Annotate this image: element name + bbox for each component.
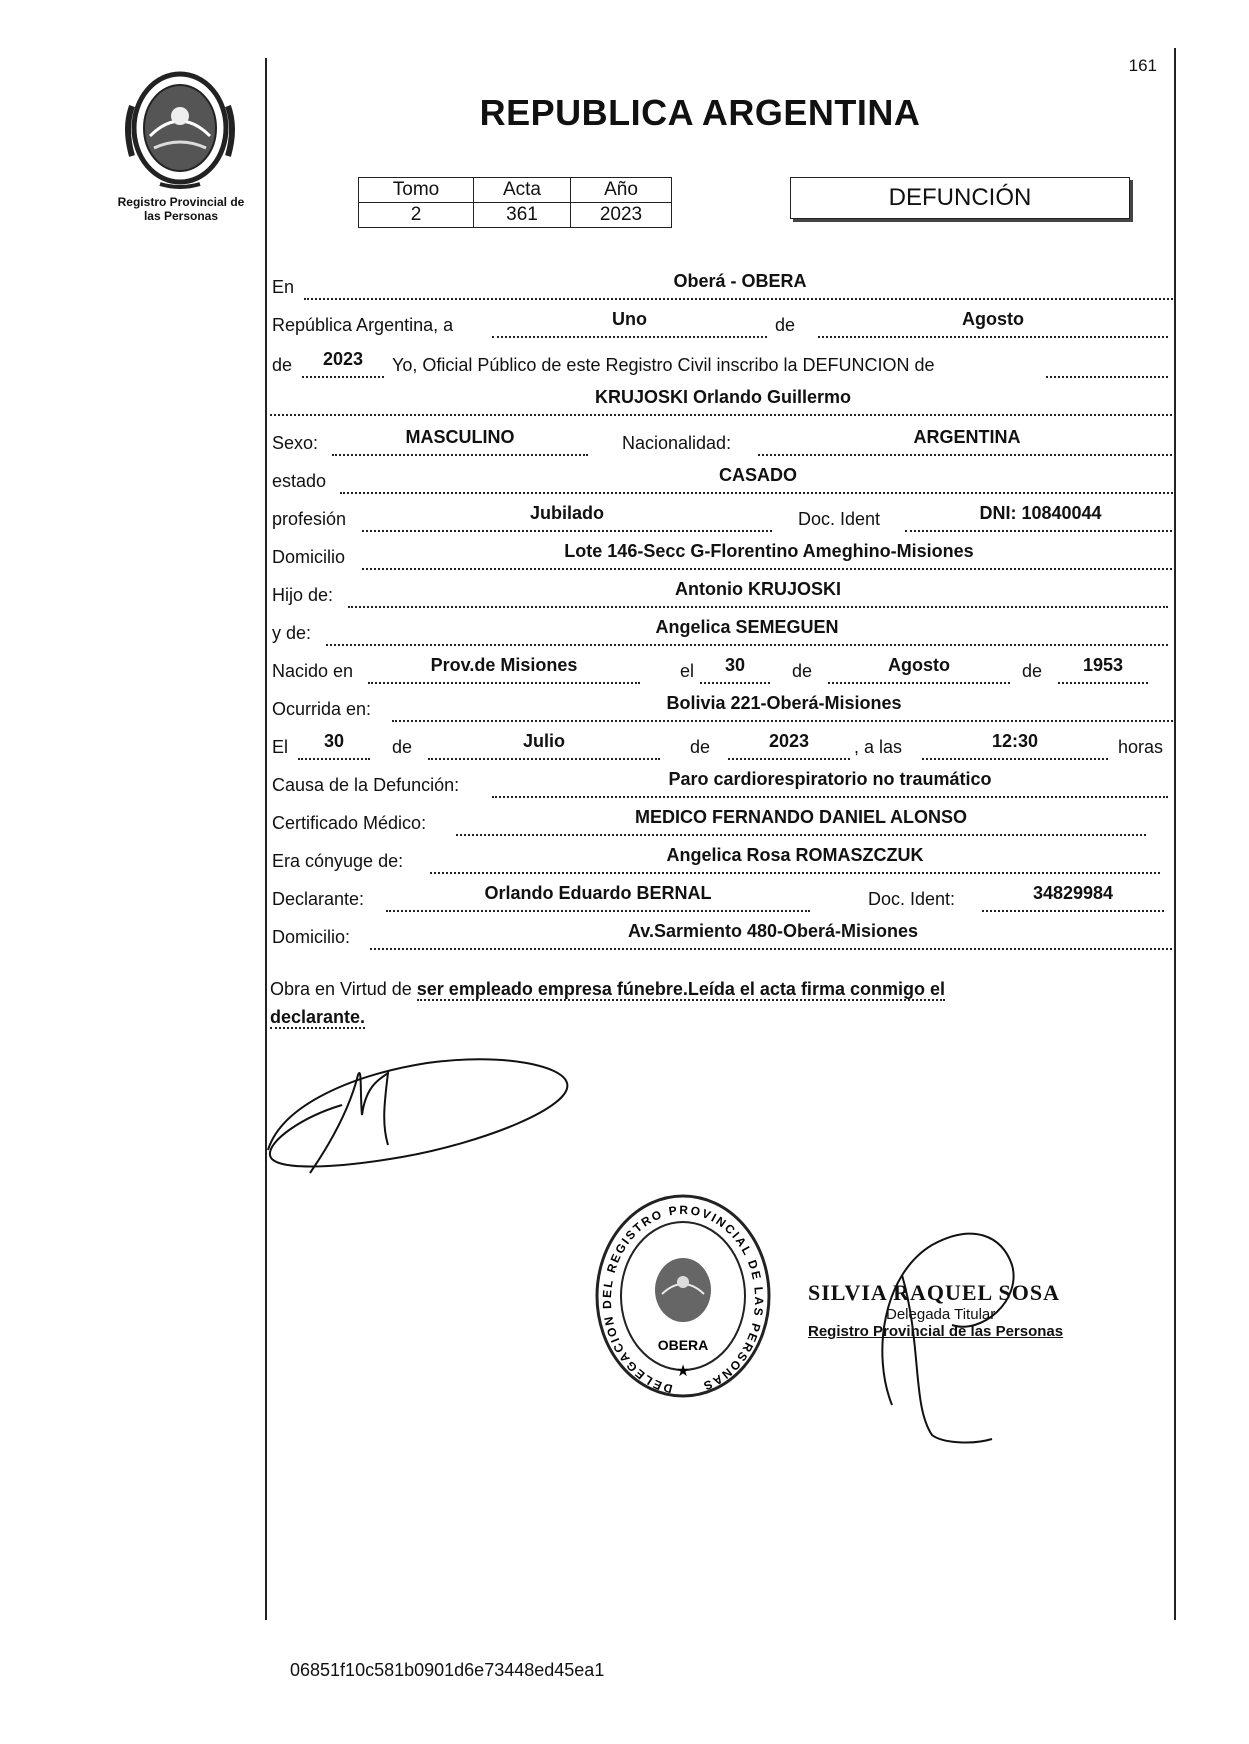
label-declarante: Declarante:	[272, 889, 365, 909]
col-tomo-header: Tomo	[359, 178, 474, 203]
label-causa: Causa de la Defunción:	[272, 775, 460, 795]
row-nombre	[270, 388, 1176, 418]
value-nombre: KRUJOSKI Orlando Guillermo	[594, 387, 852, 407]
value-anio-inscripcion: 2023	[322, 349, 364, 369]
row-causa	[270, 770, 1176, 800]
field-domicilio	[362, 542, 1176, 570]
field-profesion	[362, 504, 772, 532]
field-sexo	[332, 428, 588, 456]
label-de-def-1: de	[392, 737, 413, 757]
value-padre: Antonio KRUJOSKI	[675, 579, 841, 599]
label-de-1: de	[775, 315, 796, 335]
row-certificado	[270, 808, 1176, 838]
value-def-hora: 12:30	[991, 731, 1039, 751]
field-doc	[905, 504, 1176, 532]
row-sexo	[270, 428, 1176, 458]
value-nac-dia: 30	[724, 655, 746, 675]
value-conyuge: Angelica Rosa ROMASZCZUK	[666, 845, 924, 865]
label-sexo: Sexo:	[272, 433, 319, 453]
registry-table-value-row	[359, 203, 672, 228]
field-nacido-en	[368, 656, 640, 684]
value-def-dia: 30	[323, 731, 345, 751]
official-office: Registro Provincial de las Personas	[808, 1323, 1064, 1340]
value-lugar: Oberá - OBERA	[673, 271, 807, 291]
row-profesion	[270, 504, 1176, 534]
official-registry-seal-icon	[592, 1190, 774, 1402]
registry-table	[358, 177, 672, 228]
official-signature-icon	[862, 1205, 1062, 1445]
field-conyuge	[430, 846, 1160, 874]
value-def-anio: 2023	[768, 731, 810, 751]
label-conyuge: Era cónyuge de:	[272, 851, 404, 871]
row-lugar	[270, 272, 1176, 302]
label-de-nac-2: de	[1022, 661, 1043, 681]
value-certificado: MEDICO FERNANDO DANIEL ALONSO	[634, 807, 967, 827]
label-de-nac-1: de	[792, 661, 813, 681]
field-blank-1	[1046, 350, 1168, 378]
label-el-def: El	[272, 737, 289, 757]
value-domicilio: Lote 146-Secc G-Florentino Ameghino-Misiones	[564, 541, 974, 561]
label-y-de: y de:	[272, 623, 312, 643]
official-role: Delegada Titular	[886, 1306, 996, 1323]
field-anio-inscripcion	[302, 350, 384, 378]
registry-name-line1: Registro Provincial de	[117, 195, 245, 209]
field-certificado	[456, 808, 1146, 836]
row-domicilio-declarante	[270, 922, 1176, 952]
value-def-mes: Julio	[522, 731, 565, 751]
label-estado: estado	[272, 471, 327, 491]
value-ocurrida-en: Bolivia 221-Oberá-Misiones	[666, 693, 902, 713]
label-de-2: de	[272, 355, 293, 375]
row-anio-inscripcion	[270, 350, 1176, 380]
value-doc: DNI: 10840044	[979, 503, 1102, 523]
label-yo-text: Yo, Oficial Público de este Registro Civil inscribo la DEFUNCION de	[392, 355, 935, 375]
field-nac-anio	[1058, 656, 1148, 684]
field-madre	[326, 618, 1168, 646]
value-obra-text-1: ser empleado empresa fúnebre.Leída el acta firma conmigo el	[416, 979, 945, 999]
document-hash: 06851f10c581b0901d6e73448ed45ea1	[290, 1660, 605, 1680]
field-nombre	[270, 388, 1176, 416]
field-causa	[492, 770, 1168, 798]
obra-en-virtud-paragraph	[270, 975, 1176, 1031]
label-doc-ident-declarante: Doc. Ident:	[868, 889, 956, 909]
label-profesion: profesión	[272, 509, 347, 529]
row-fecha-inscripcion	[270, 310, 1176, 340]
field-mes-inscripcion	[818, 310, 1168, 338]
official-name: SILVIA RAQUEL SOSA	[808, 1280, 1060, 1305]
field-def-dia	[298, 732, 370, 760]
value-declarante-doc: 34829984	[1032, 883, 1114, 903]
label-obra-en-virtud: Obra en Virtud de	[270, 979, 412, 999]
value-obra-text-2: declarante.	[270, 1007, 366, 1027]
row-ocurrida-en	[270, 694, 1176, 724]
field-dia-inscripcion	[492, 310, 767, 338]
label-horas: horas	[1118, 737, 1164, 757]
row-declarante	[270, 884, 1176, 914]
row-fecha-defuncion	[270, 732, 1176, 762]
label-republica: República Argentina, a	[272, 315, 454, 335]
field-def-hora	[922, 732, 1108, 760]
svg-text:★: ★	[675, 1361, 691, 1380]
label-hijo-de: Hijo de:	[272, 585, 334, 605]
declarant-signature-icon	[262, 1045, 582, 1185]
row-nacido-en	[270, 656, 1176, 686]
document-type-box: DEFUNCIÓN	[790, 177, 1130, 219]
field-estado	[340, 466, 1176, 494]
label-el-nac: el	[680, 661, 695, 681]
value-profesion: Jubilado	[529, 503, 604, 523]
field-nac-mes	[828, 656, 1010, 684]
field-lugar	[304, 272, 1176, 300]
field-declarante	[386, 884, 810, 912]
value-causa: Paro cardiorespiratorio no traumático	[668, 769, 992, 789]
field-declarante-doc	[982, 884, 1164, 912]
label-nacido-en: Nacido en	[272, 661, 354, 681]
col-anio-header: Año	[571, 178, 672, 203]
value-domicilio-declarante: Av.Sarmiento 480-Oberá-Misiones	[627, 921, 919, 941]
value-sexo: MASCULINO	[405, 427, 515, 447]
value-nac-mes: Agosto	[888, 655, 950, 675]
registry-table-header-row	[359, 178, 672, 203]
label-domicilio: Domicilio	[272, 547, 346, 567]
row-domicilio	[270, 542, 1176, 572]
page-number: 161	[1128, 56, 1157, 75]
col-acta-header: Acta	[474, 178, 571, 203]
registry-name	[86, 195, 276, 223]
provincial-seal-icon	[120, 66, 240, 190]
seal-city-text: OBERA	[657, 1337, 709, 1353]
value-estado: CASADO	[718, 465, 797, 485]
label-certificado: Certificado Médico:	[272, 813, 427, 833]
value-declarante: Orlando Eduardo BERNAL	[484, 883, 712, 903]
row-estado	[270, 466, 1176, 496]
label-doc-ident: Doc. Ident	[798, 509, 881, 529]
field-nacionalidad	[758, 428, 1176, 456]
value-nac-anio: 1953	[1082, 655, 1124, 675]
field-padre	[348, 580, 1168, 608]
row-y-de	[270, 618, 1176, 648]
left-margin-line	[265, 58, 267, 1620]
value-madre: Angelica SEMEGUEN	[655, 617, 839, 637]
acta-value: 361	[474, 203, 571, 228]
field-nac-dia	[700, 656, 770, 684]
row-conyuge	[270, 846, 1176, 876]
label-ocurrida-en: Ocurrida en:	[272, 699, 372, 719]
tomo-value: 2	[359, 203, 474, 228]
row-hijo-de	[270, 580, 1176, 610]
registry-name-line2: las Personas	[143, 209, 219, 223]
page-title: REPUBLICA ARGENTINA	[479, 92, 921, 133]
label-de-def-2: de	[690, 737, 711, 757]
seal-ring-text: DELEGACION DEL REGISTRO PROVINCIAL DE LAS PERSONAS	[599, 1202, 767, 1397]
value-dia-inscripcion: Uno	[612, 309, 647, 329]
value-nacido-en: Prov.de Misiones	[430, 655, 578, 675]
field-def-mes	[428, 732, 660, 760]
field-domicilio-declarante	[370, 922, 1176, 950]
label-a-las: , a las	[854, 737, 903, 757]
anio-value: 2023	[571, 203, 672, 228]
field-def-anio	[728, 732, 850, 760]
label-en: En	[272, 277, 295, 297]
label-domicilio-declarante: Domicilio:	[272, 927, 351, 947]
value-nacionalidad: ARGENTINA	[913, 427, 1021, 447]
label-nacionalidad: Nacionalidad:	[622, 433, 732, 453]
value-mes-inscripcion: Agosto	[962, 309, 1024, 329]
field-ocurrida-en	[392, 694, 1176, 722]
